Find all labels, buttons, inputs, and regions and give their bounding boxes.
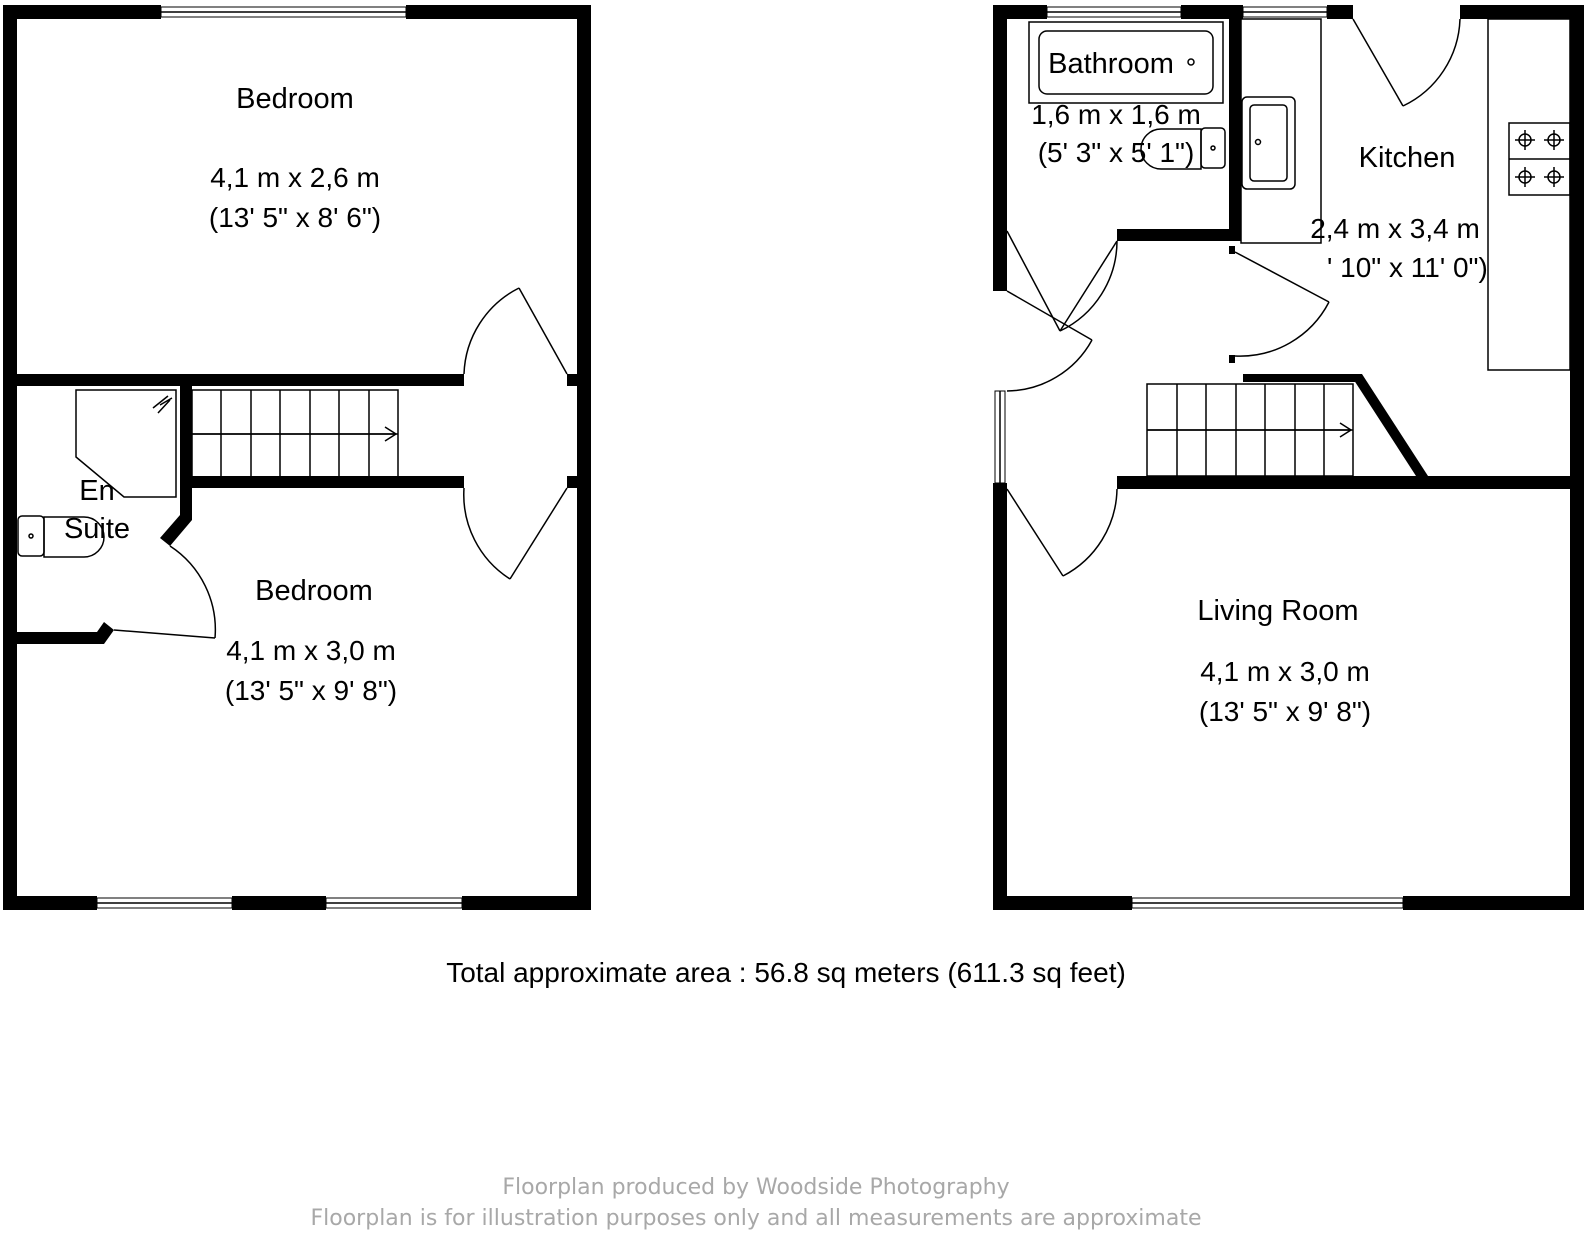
wall (993, 5, 1007, 291)
door (1235, 252, 1329, 356)
room-label-en-suite: Suite (63, 513, 131, 545)
wall (160, 495, 192, 546)
room-label-en-suite: En (79, 475, 115, 507)
room-label-bathroom: Bathroom (1048, 48, 1174, 80)
wall (577, 5, 591, 910)
room-dimensions-imperial: ' 10" x 11' 0") (1327, 252, 1488, 283)
sink-icon (1241, 19, 1321, 243)
wall (1117, 476, 1584, 489)
room-label-kitchen: Kitchen (1358, 142, 1456, 174)
room-dimensions-metric: 4,1 m x 3,0 m (226, 635, 396, 666)
wall (3, 374, 464, 386)
wall (567, 476, 577, 488)
wall (1243, 374, 1355, 382)
wall (1403, 896, 1584, 910)
staircase (1147, 384, 1353, 476)
wall (180, 386, 192, 498)
door (464, 488, 567, 579)
room-dimensions-imperial: (13' 5" x 9' 8") (1198, 696, 1372, 727)
door (1007, 291, 1092, 391)
wall (3, 5, 161, 19)
wall (1327, 5, 1353, 19)
footer-credit: Floorplan produced by Woodside Photography (502, 1175, 1010, 1200)
room-dimensions-imperial: (5' 3" x 5' 1") (1037, 137, 1195, 168)
wall (567, 374, 577, 386)
door (464, 288, 567, 374)
wall (993, 5, 1047, 19)
first-floor-plan (3, 5, 591, 910)
room-dimensions-imperial: (13' 5" x 9' 8") (224, 675, 398, 706)
room-label-bedroom: Bedroom (255, 575, 373, 607)
wall (3, 896, 97, 910)
room-dimensions-imperial: (13' 5" x 8' 6") (208, 202, 382, 233)
wall (462, 896, 591, 910)
room-dimensions-metric: 1,6 m x 1,6 m (1031, 99, 1201, 130)
wall (1460, 5, 1584, 19)
wall (1181, 5, 1243, 19)
wall (3, 622, 114, 644)
wall (232, 896, 326, 910)
room-dimensions-metric: 4,1 m x 3,0 m (1200, 656, 1370, 687)
wall (1570, 5, 1584, 910)
wall (1117, 229, 1241, 241)
total-area: Total approximate area : 56.8 sq meters (611.3 sq feet) (446, 957, 1126, 988)
hob-icon (1488, 19, 1570, 370)
room-dimensions-metric: 4,1 m x 2,6 m (210, 162, 380, 193)
room-dimensions-metric: 2,4 m x 3,4 m (1310, 213, 1480, 244)
wall (1229, 355, 1235, 363)
door (1007, 489, 1117, 576)
door (1353, 19, 1460, 106)
wall (993, 896, 1132, 910)
wall (3, 5, 17, 910)
wall (406, 5, 591, 19)
staircase (192, 390, 398, 478)
wall (1350, 374, 1428, 476)
room-label-bedroom: Bedroom (236, 83, 354, 115)
wall (1229, 246, 1235, 254)
footer-disclaimer: Floorplan is for illustration purposes only and all measurements are approximate (310, 1206, 1202, 1231)
wall (1229, 19, 1241, 239)
room-label-living-room: Living Room (1197, 595, 1359, 627)
wall (993, 483, 1007, 910)
door (114, 546, 215, 638)
door (1007, 231, 1117, 331)
